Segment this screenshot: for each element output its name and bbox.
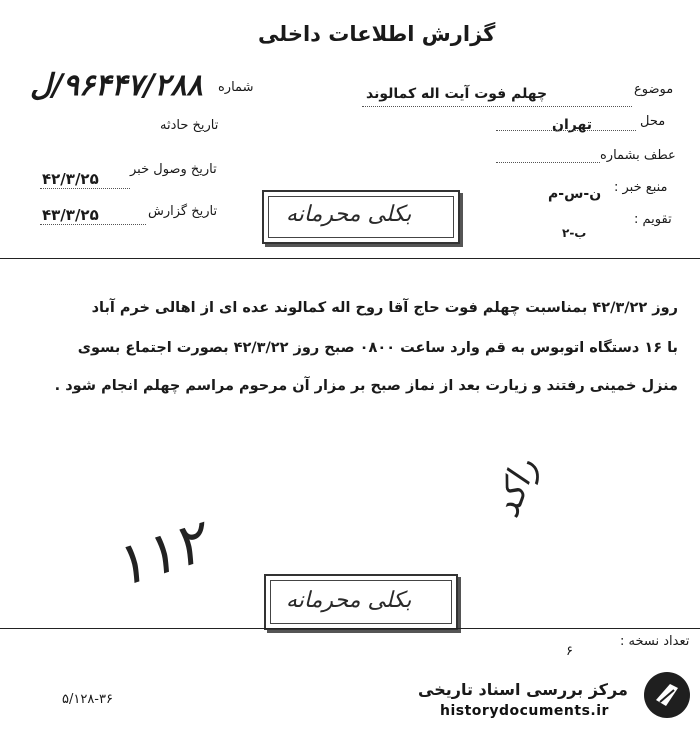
report-date-value: ۴۳/۳/۲۵ — [42, 206, 99, 224]
number-label: شماره — [218, 80, 254, 95]
stamp-text: بکلی محرمانه — [286, 202, 412, 227]
watermark-name: مرکز بررسی اسناد تاریخی — [418, 680, 628, 699]
watermark-url: historydocuments.ir — [440, 703, 609, 719]
copies-value: ۶ — [566, 644, 573, 659]
report-date-underline — [40, 224, 146, 225]
number-value: ۹۶۴۴۷/۲۸۸/ل — [30, 68, 203, 103]
header-separator — [0, 258, 700, 259]
handwritten-number: ۱۱۲ — [103, 507, 214, 601]
reference-underline — [496, 162, 600, 163]
evaluation-label: تقویم : — [634, 212, 672, 227]
document-code: ۵/۱۲۸-۳۶ — [62, 692, 113, 707]
copies-label: تعداد نسخه : — [620, 634, 690, 649]
evaluation-value: ب-۲ — [562, 226, 587, 240]
body-line-3: منزل خمینی رفتند و زیارت بعد از نماز صبح بر مزار آن مرحوم مراسم چهلم انجام شود . — [54, 378, 678, 394]
source-label: منبع خبر : — [614, 180, 668, 195]
subject-value: چهلم فوت آیت اله کمالوند — [366, 86, 548, 102]
subject-label: موضوع — [634, 82, 674, 97]
stamp-text-bottom: بکلی محرمانه — [286, 588, 412, 613]
received-date-underline — [40, 188, 130, 189]
subject-underline — [362, 106, 632, 107]
source-value: ن-س-م — [548, 186, 602, 202]
reference-label: عطف بشماره — [600, 148, 676, 163]
footer-separator — [0, 628, 700, 629]
received-date-label: تاریخ وصول خبر — [130, 162, 217, 177]
received-date-value: ۴۲/۳/۲۵ — [42, 170, 99, 188]
place-value: تهران — [552, 117, 592, 133]
place-label: محل — [640, 114, 666, 129]
confidential-stamp-top — [262, 190, 460, 244]
archive-logo-icon — [644, 672, 690, 718]
handwritten-note: راکد — [486, 453, 545, 523]
body-line-2: با ۱۶ دستگاه اتوبوس به قم وارد ساعت ۰۸۰۰ صبح روز ۴۲/۳/۲۲ بصورت اجتماع بسوی — [77, 340, 678, 356]
report-date-label: تاریخ گزارش — [148, 204, 218, 219]
body-line-1: روز ۴۲/۳/۲۲ بمناسبت چهلم فوت حاج آقا روح اله کمالوند عده ای از اهالی خرم آباد — [91, 300, 678, 316]
incident-date-label: تاریخ حادثه — [160, 118, 219, 133]
place-underline — [496, 130, 636, 131]
report-title: گزارش اطلاعات داخلی — [258, 22, 496, 46]
confidential-stamp-bottom — [264, 574, 458, 630]
